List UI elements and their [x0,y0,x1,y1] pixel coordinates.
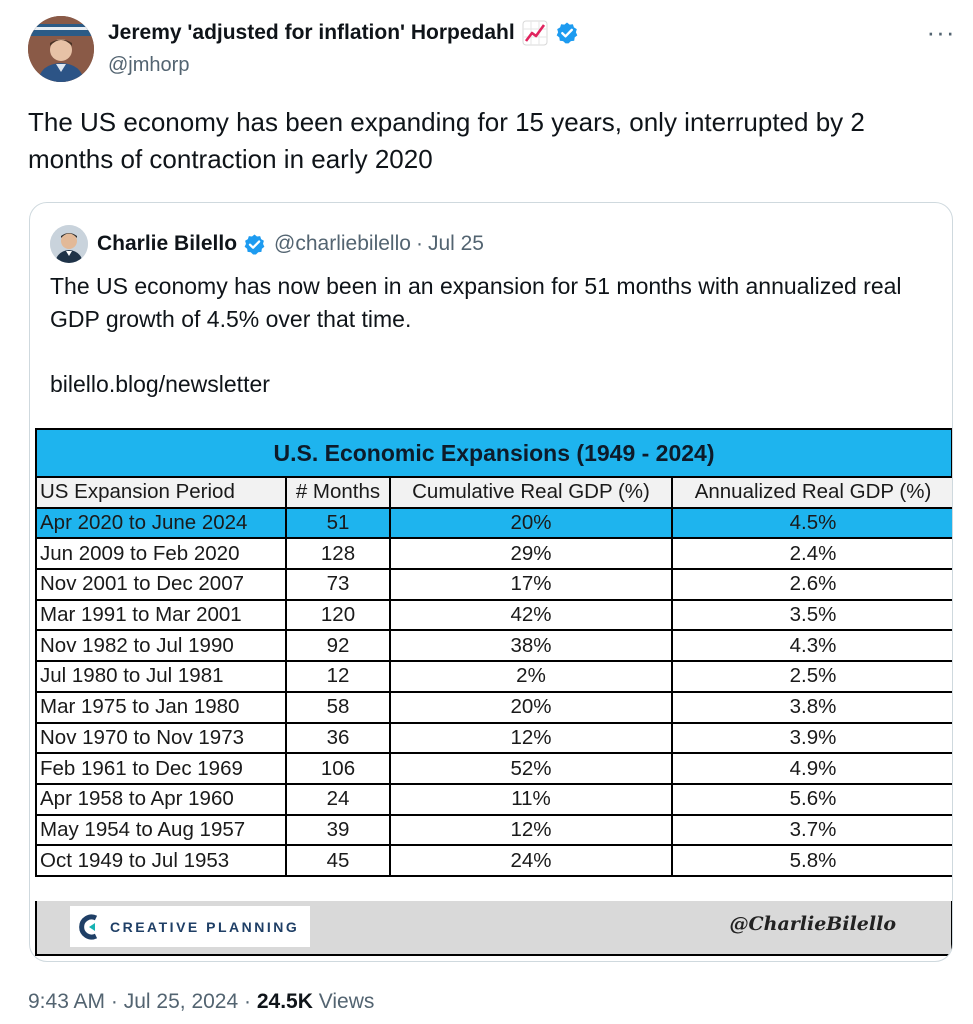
table-row [36,508,953,539]
cell-period: Feb 1961 to Dec 1969 [36,753,286,784]
cell-annualized: 3.9% [672,723,953,754]
cell-period: Apr 1958 to Apr 1960 [36,784,286,815]
cell-cumulative: 52% [390,753,672,784]
cell-annualized: 3.5% [672,600,953,631]
cell-months: 128 [286,538,390,569]
cell-annualized: 2.6% [672,569,953,600]
cell-months: 120 [286,600,390,631]
charlie-bilello-signature: @CharlieBilello [729,913,896,935]
tweet-date[interactable]: Jul 25, 2024 [123,990,239,1013]
cell-period: Mar 1975 to Jan 1980 [36,692,286,723]
cell-annualized: 5.8% [672,845,953,876]
cell-months: 39 [286,815,390,846]
cell-period: Jun 2009 to Feb 2020 [36,538,286,569]
cell-cumulative: 17% [390,569,672,600]
author-avatar[interactable] [28,16,94,82]
author-name[interactable]: Jeremy 'adjusted for inflation' Horpedahl [108,21,515,44]
tweet-time[interactable]: 9:43 AM [28,990,106,1013]
meta-separator: · [244,990,257,1013]
cell-cumulative: 38% [390,630,672,661]
quoted-tweet-link[interactable]: bilello.blog/newsletter [50,371,270,397]
table-row [36,538,953,569]
quoted-author-name[interactable]: Charlie Bilello [97,232,238,255]
quoted-tweet-header [50,224,484,264]
cell-period: Mar 1991 to Mar 2001 [36,600,286,631]
table-row [36,723,953,754]
cell-period: Nov 2001 to Dec 2007 [36,569,286,600]
header-cumulative: Cumulative Real GDP (%) [390,477,672,508]
header-months: # Months [286,477,390,508]
cell-cumulative: 20% [390,508,672,539]
views-label: Views [318,990,375,1013]
table-row [36,815,953,846]
cell-period: Nov 1982 to Jul 1990 [36,630,286,661]
table-row [36,753,953,784]
creative-planning-icon [78,914,102,940]
cell-annualized: 5.6% [672,784,953,815]
quoted-tweet-text: The US economy has now been in an expansion for 51 months with annualized real GDP growth of 4.5% over that time. [50,273,902,332]
header-period: US Expansion Period [36,477,286,508]
tweet-text: The US economy has been expanding for 15 years, only interrupted by 2 months of contraction in early 2020 [28,107,865,174]
cell-period: Nov 1970 to Nov 1973 [36,723,286,754]
author-name-row[interactable] [108,18,579,48]
cell-annualized: 4.9% [672,753,953,784]
meta-separator: · [110,990,124,1013]
cell-months: 36 [286,723,390,754]
tweet-metadata-row [28,990,374,1014]
table-title: U.S. Economic Expansions (1949 - 2024) [35,428,953,478]
cell-months: 58 [286,692,390,723]
cell-months: 45 [286,845,390,876]
cell-months: 12 [286,661,390,692]
cell-cumulative: 11% [390,784,672,815]
table-header-row [36,477,953,508]
cell-cumulative: 42% [390,600,672,631]
cell-months: 24 [286,784,390,815]
cell-months: 51 [286,508,390,539]
cell-period: Jul 1980 to Jul 1981 [36,661,286,692]
cell-annualized: 3.8% [672,692,953,723]
cell-period: Oct 1949 to Jul 1953 [36,845,286,876]
table-row [36,692,953,723]
cell-annualized: 4.3% [672,630,953,661]
creative-planning-text: CREATIVE PLANNING [110,918,300,935]
author-handle[interactable]: @jmhorp [108,54,190,76]
table-row [36,630,953,661]
cell-months: 106 [286,753,390,784]
cell-cumulative: 29% [390,538,672,569]
quoted-author-avatar[interactable] [50,225,88,263]
quoted-meta-separator: · [415,232,423,255]
cell-annualized: 2.5% [672,661,953,692]
table-row [36,661,953,692]
table-row [36,784,953,815]
quoted-media-table-image[interactable] [35,428,953,956]
cell-cumulative: 12% [390,815,672,846]
cell-cumulative: 20% [390,692,672,723]
table-row [36,569,953,600]
verified-badge-icon [555,21,579,45]
table-row [36,845,953,876]
more-dots-icon[interactable]: ··· [926,16,956,47]
verified-badge-icon [243,233,266,256]
cell-period: Apr 2020 to June 2024 [36,508,286,539]
expansions-table [35,476,953,877]
quoted-author-handle[interactable]: @charliebilello [274,232,411,255]
cell-annualized: 2.4% [672,538,953,569]
chart-increasing-icon [522,20,548,46]
quoted-tweet-card[interactable] [29,202,953,962]
header-annualized: Annualized Real GDP (%) [672,477,953,508]
table-row [36,600,953,631]
views-count[interactable]: 24.5K [256,990,313,1013]
table-footer [35,901,953,956]
cell-cumulative: 12% [390,723,672,754]
cell-cumulative: 24% [390,845,672,876]
cell-annualized: 3.7% [672,815,953,846]
quoted-date[interactable]: Jul 25 [427,232,484,255]
cell-period: May 1954 to Aug 1957 [36,815,286,846]
cell-cumulative: 2% [390,661,672,692]
cell-months: 73 [286,569,390,600]
creative-planning-logo [70,906,310,947]
cell-months: 92 [286,630,390,661]
cell-annualized: 4.5% [672,508,953,539]
